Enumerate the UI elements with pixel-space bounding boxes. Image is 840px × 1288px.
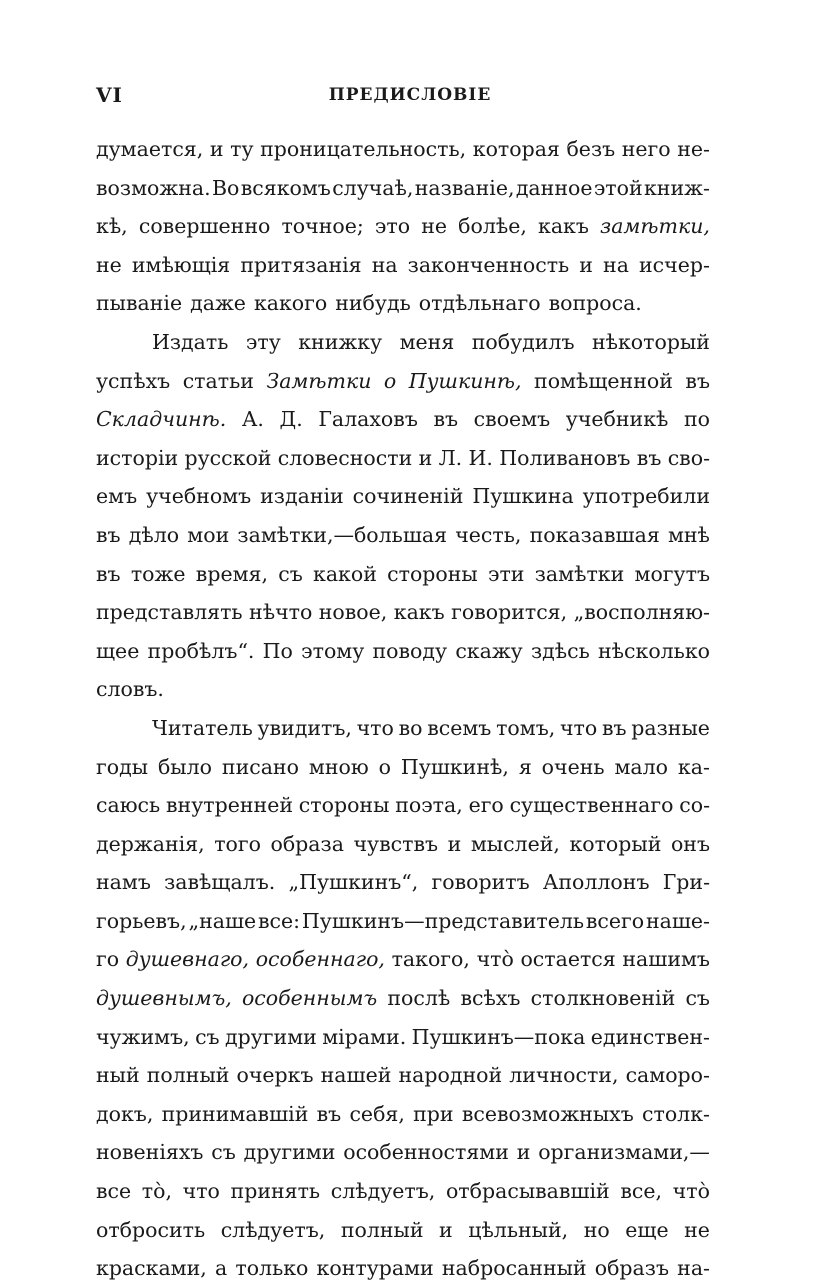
word: слѣдуетъ, [220,1217,326,1242]
word: безъ [566,137,616,161]
word: и [418,445,433,470]
word: личности, [509,1063,619,1088]
text-line [96,130,710,169]
word: названіе, [414,175,515,200]
word: точное; [281,214,364,239]
text-line [96,1095,710,1134]
word: контурами [316,1256,434,1281]
word: и [439,1217,453,1242]
word: себя, [349,1101,405,1126]
word: въ [96,561,121,586]
word: все [96,1179,132,1204]
word: данное [515,175,593,200]
word: не [684,1217,710,1242]
word: словъ. [96,677,164,702]
italic-word: замѣтки, [600,214,710,239]
text-line [96,632,710,671]
word: какъ [393,600,445,625]
word: мыслей, [470,831,560,856]
word: время, [195,561,268,586]
italic-word: особеннымъ [241,986,378,1011]
word: вопроса. [548,291,642,316]
word: нашимъ [622,947,710,972]
word: все, [620,1179,663,1204]
word: нѣчто [249,600,313,625]
word: ка- [677,754,710,779]
word: дѣло [128,522,180,547]
word: чувствъ [353,831,439,856]
text-line [96,555,710,594]
word: что [356,715,394,740]
word: горьевъ, [96,908,187,933]
text-line [96,169,710,208]
word: на- [677,1256,710,1281]
word: исторіи [96,445,179,470]
text-line [96,323,710,362]
word: говорится, [451,600,568,625]
italic-word: Пушкинѣ, [408,368,522,393]
word: совершенно [138,214,271,239]
word: эту [245,329,281,354]
word: которая [472,137,560,161]
word: докъ, [96,1101,154,1126]
word: Пушкинъ—пока [411,1024,586,1049]
word: это [374,214,411,239]
word: то̀, [141,1179,172,1204]
word: онъ [670,831,710,856]
text-line [96,786,710,825]
word: показавшая [529,522,660,547]
word: ный [96,1063,140,1088]
word: послѣ [387,986,451,1011]
text-line [96,1211,710,1250]
page-header [96,83,710,113]
text-line [96,748,710,787]
word: всего [585,908,645,933]
word: побудилъ [471,329,575,354]
text-line [96,207,710,246]
text-line [96,400,710,439]
text-line [96,246,710,285]
word: того [214,831,261,856]
word: о [378,754,391,779]
word: при [413,1101,454,1126]
word: саморо- [625,1063,710,1088]
word: Д. [279,407,303,432]
text-line [96,439,710,478]
word: со- [679,793,710,818]
word: меня [399,329,455,354]
word: ту [230,137,254,161]
text-line [96,362,710,401]
word: сочиненій [352,484,464,509]
text-line [96,670,710,709]
word: „наше [188,908,257,933]
word: и [579,252,593,277]
word: особенностями [343,1140,509,1165]
word: единствен- [590,1024,710,1049]
word: образа [270,831,344,856]
word: учебномъ [146,484,252,509]
word: здѣсь [530,638,590,663]
italic-word: Замѣтки [266,368,372,393]
word: другими [243,1140,336,1165]
word: какого [253,291,328,316]
word: него [621,137,671,161]
word: эти [487,561,525,586]
word: томъ, [496,715,556,740]
word: И. [468,445,493,470]
word: замѣтки [534,561,625,586]
word: еще [625,1217,669,1242]
word: на [371,252,398,277]
word: учебникѣ [565,407,669,432]
word: столкновеній [530,986,676,1011]
word: русской [184,445,272,470]
word: слѣдуетъ, [330,1179,436,1204]
text-line [96,863,710,902]
word: поэта, [395,793,463,818]
word: другими [225,1024,317,1049]
word: успѣхъ [96,368,171,393]
word: пробѣлъ“. [147,638,255,663]
word: представлять [96,600,243,625]
word: исчер- [639,252,710,277]
word: саюсь [96,793,161,818]
word: не- [677,137,710,161]
word: остается [520,947,616,972]
word: всѣхъ [460,986,521,1011]
word: писано [221,754,299,779]
word: го [96,947,120,972]
word: А. [241,407,264,432]
word: но [583,1217,610,1242]
running-title: ПРЕДИСЛОВІЕ [328,85,492,105]
word: организмами,— [538,1140,710,1165]
word: нибудь [335,291,411,316]
word: мірами. [322,1024,407,1049]
word: поводу [372,638,448,663]
word: Читатель [152,715,253,740]
word: который [569,831,662,856]
italic-word: Складчинѣ. [96,407,227,432]
word: и [209,137,224,161]
text-line [96,902,710,941]
italic-word: душевнымъ, [96,986,232,1011]
word: такого, [391,947,470,972]
word: стороны [298,793,390,818]
word: притязанія [240,252,362,277]
word: помѣщенной [534,368,673,393]
word: держанія, [96,831,205,856]
word: увидитъ, [257,715,352,740]
word: что̀ [476,947,514,972]
word: мои [187,522,230,547]
word: болѣе, [458,214,527,239]
word: въ [316,1101,342,1126]
word: Пушкина [472,484,574,509]
text-line [96,516,710,555]
word: отбрасывавшій [445,1179,610,1204]
italic-word: о [383,368,397,393]
word: возможна. [96,175,211,200]
word: все: [258,908,301,933]
word: нашей [320,1063,392,1088]
word: и [516,1140,531,1165]
word: завѣщалъ. [164,870,276,895]
word: Издать [152,329,229,354]
word: Пушкинѣ, [400,754,509,779]
word: словесности [277,445,413,470]
word: этому [301,638,365,663]
word: какой [313,561,377,586]
word: красками, [96,1256,207,1281]
word: образъ [594,1256,670,1281]
word: даже [190,291,246,316]
word: кѣ, [96,214,128,239]
word: съ [211,1140,236,1165]
word: новеніяхъ [96,1140,204,1165]
word: Аполлонъ [542,870,650,895]
word: имѣющія [131,252,231,277]
word: законченность [407,252,570,277]
word: По [262,638,293,663]
word: Поливановъ [499,445,631,470]
word: говоритъ [431,870,530,895]
word: нѣсколько [598,638,710,663]
word: было [157,754,212,779]
word: могутъ [634,561,710,586]
word: и [447,831,462,856]
word: очеркъ [236,1063,314,1088]
text-line [96,940,710,979]
word: Галаховъ [318,407,418,432]
word: скажу [455,638,523,663]
word: Л. [438,445,463,470]
word: годы [96,754,149,779]
word: въ [685,368,710,393]
word: что [560,715,598,740]
text-line [96,1133,710,1172]
word: съ [685,986,710,1011]
word: всякомъ [240,175,331,200]
word: народной [398,1063,503,1088]
word: что [182,1179,220,1204]
word: внутренней [166,793,293,818]
word: не [421,214,447,239]
word: стороны [387,561,478,586]
text-line [96,1249,710,1288]
word: честь, [455,522,522,547]
word: пываніе [96,291,183,316]
word: новое, [318,600,388,625]
italic-word: душевнаго, [125,947,250,972]
word: тоже [130,561,186,586]
word: въ [96,522,121,547]
word: книж- [643,175,710,200]
word: очень [541,754,605,779]
word: „Пушкинъ“, [288,870,419,895]
word: а [214,1256,228,1281]
text-line [96,593,710,632]
word: всевозможныхъ [461,1101,634,1126]
word: существеннаго [509,793,674,818]
word: во [398,715,423,740]
word: полный [340,1217,424,1242]
word: намъ [96,870,151,895]
text-line [96,825,710,864]
page-number: VI [96,83,123,107]
word: своемъ [473,407,551,432]
word: проницательность, [260,137,467,161]
word: какъ [538,214,589,239]
word: что̀ [672,1179,710,1204]
word: отбросить [96,1217,206,1242]
text-line [96,979,710,1018]
word: я [518,754,532,779]
text-line [96,477,710,516]
word: нѣкоторый [591,329,710,354]
word: книжку [298,329,383,354]
word: случаѣ, [332,175,414,200]
word: съ [195,1024,220,1049]
word: столк- [642,1101,710,1126]
word: замѣтки,—большая [237,522,448,547]
word: Пушкинъ—представитель [301,908,585,933]
word: въ [433,407,459,432]
word: не [96,252,122,277]
text-line [96,284,710,323]
word: отдѣльнаго [418,291,541,316]
word: думается, [96,137,204,161]
word: въ [601,715,627,740]
word: употребили [582,484,710,509]
word: изданіи [260,484,344,509]
word: Гри- [662,870,710,895]
italic-word: особеннаго, [255,947,385,972]
word: разные [631,715,710,740]
word: мало [614,754,668,779]
word: „восполняю- [573,600,710,625]
word: мною [308,754,369,779]
word: набросанный [441,1256,587,1281]
word: въ [636,445,662,470]
text-line [96,1172,710,1211]
word: только [235,1256,309,1281]
word: по [683,407,710,432]
word: щее [96,638,140,663]
word: принять [230,1179,321,1204]
body-text [96,130,710,1288]
word: на [603,252,629,277]
word: емъ [96,484,138,509]
word: всемъ [427,715,492,740]
word: чужимъ, [96,1024,190,1049]
word: наше- [645,908,710,933]
word: статьи [182,368,254,393]
text-line [96,1056,710,1095]
word: Во [211,175,240,200]
word: полный [146,1063,230,1088]
word: мнѣ [667,522,710,547]
word: сво- [667,445,710,470]
word: цѣльный, [468,1217,569,1242]
word: принимавшій [161,1101,309,1126]
word: этой [593,175,643,200]
word: съ [278,561,303,586]
text-line [96,1018,710,1057]
text-line [96,709,710,748]
word: его [468,793,504,818]
